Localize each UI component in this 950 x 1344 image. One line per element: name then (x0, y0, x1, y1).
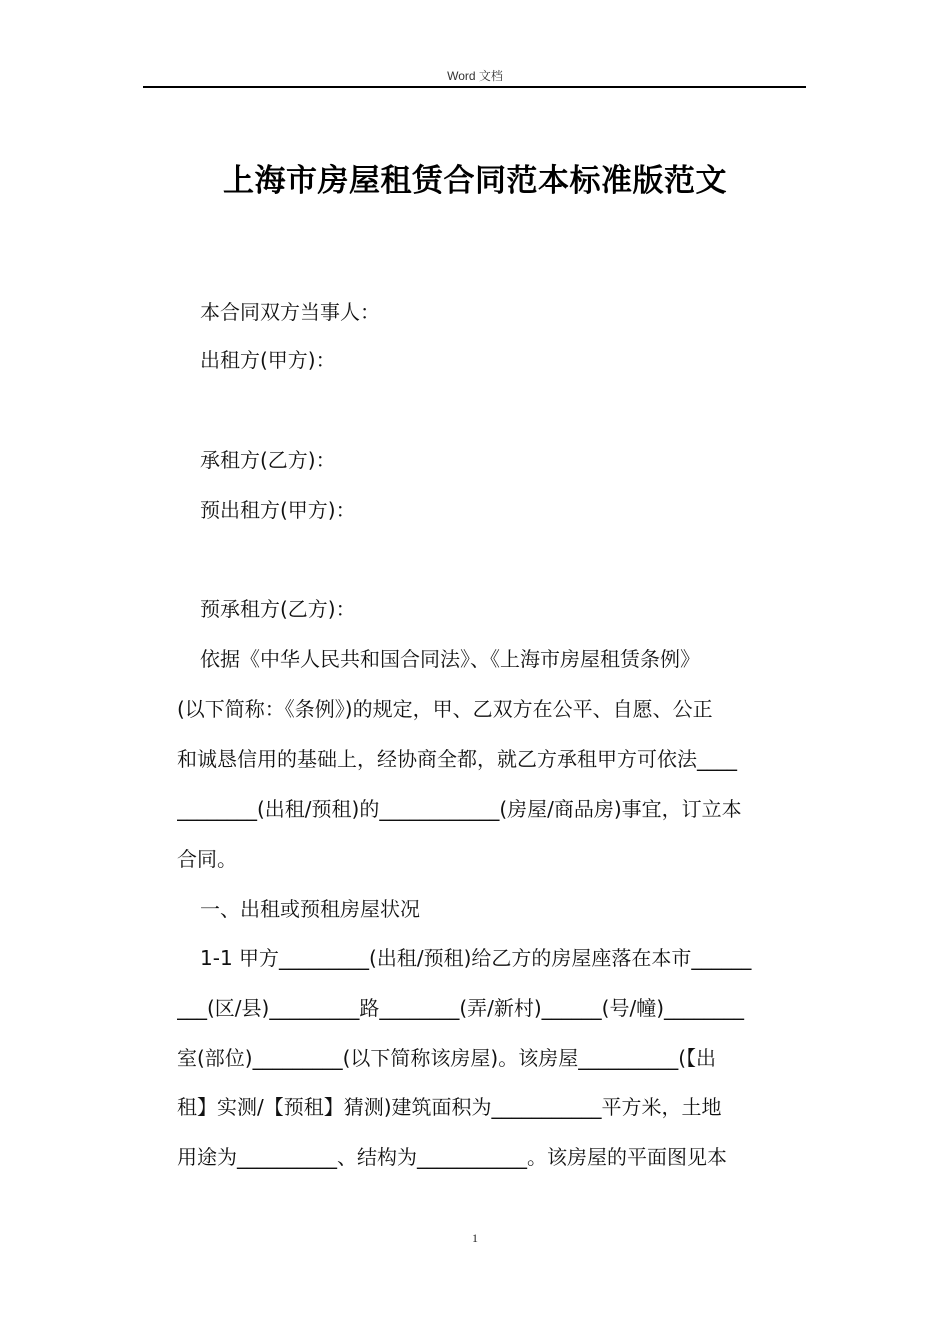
text-line: 和诚恳信用的基础上，经协商全都，就乙方承租甲方可依法____ (177, 747, 737, 771)
text-line: ________(出租/预租)的____________(房屋/商品房)事宜，订立本 (177, 797, 742, 821)
text-line: 租】实测/【预租】猜测)建筑面积为___________平方米，土地 (177, 1095, 722, 1119)
document-title: 上海市房屋租赁合同范本标准版范文 (223, 163, 727, 199)
paragraph-lessee: 承租方(乙方)： (200, 448, 336, 472)
page-number: 1 (472, 1231, 478, 1245)
paragraph-lessor: 出租方(甲方)： (200, 348, 336, 372)
header-divider (143, 86, 806, 88)
section-heading: 一、出租或预租房屋状况 (200, 897, 420, 921)
text-line: ___(区/县)_________路________(弄/新村)______(号/幢)________ (177, 996, 745, 1020)
paragraph-pre-lessee: 预承租方(乙方)： (200, 597, 356, 621)
paragraph-parties-intro: 本合同双方当事人： (200, 300, 380, 324)
paragraph-pre-lessor: 预出租方(甲方)： (200, 498, 356, 522)
text-line: (以下简称：《条例》)的规定，甲、乙双方在公平、自愿、公正 (177, 697, 713, 721)
text-line: 依据《中华人民共和国合同法》、《上海市房屋租赁条例》 (200, 647, 700, 671)
text-line: 1-1 甲方_________(出租/预租)给乙方的房屋座落在本市______ (200, 946, 752, 970)
text-line: 合同。 (177, 847, 237, 871)
text-line: 用途为__________、结构为___________。该房屋的平面图见本 (177, 1145, 727, 1169)
page-header: Word 文档 (447, 69, 503, 83)
text-line: 室(部位)_________(以下简称该房屋)。该房屋__________(【出 (177, 1046, 717, 1070)
